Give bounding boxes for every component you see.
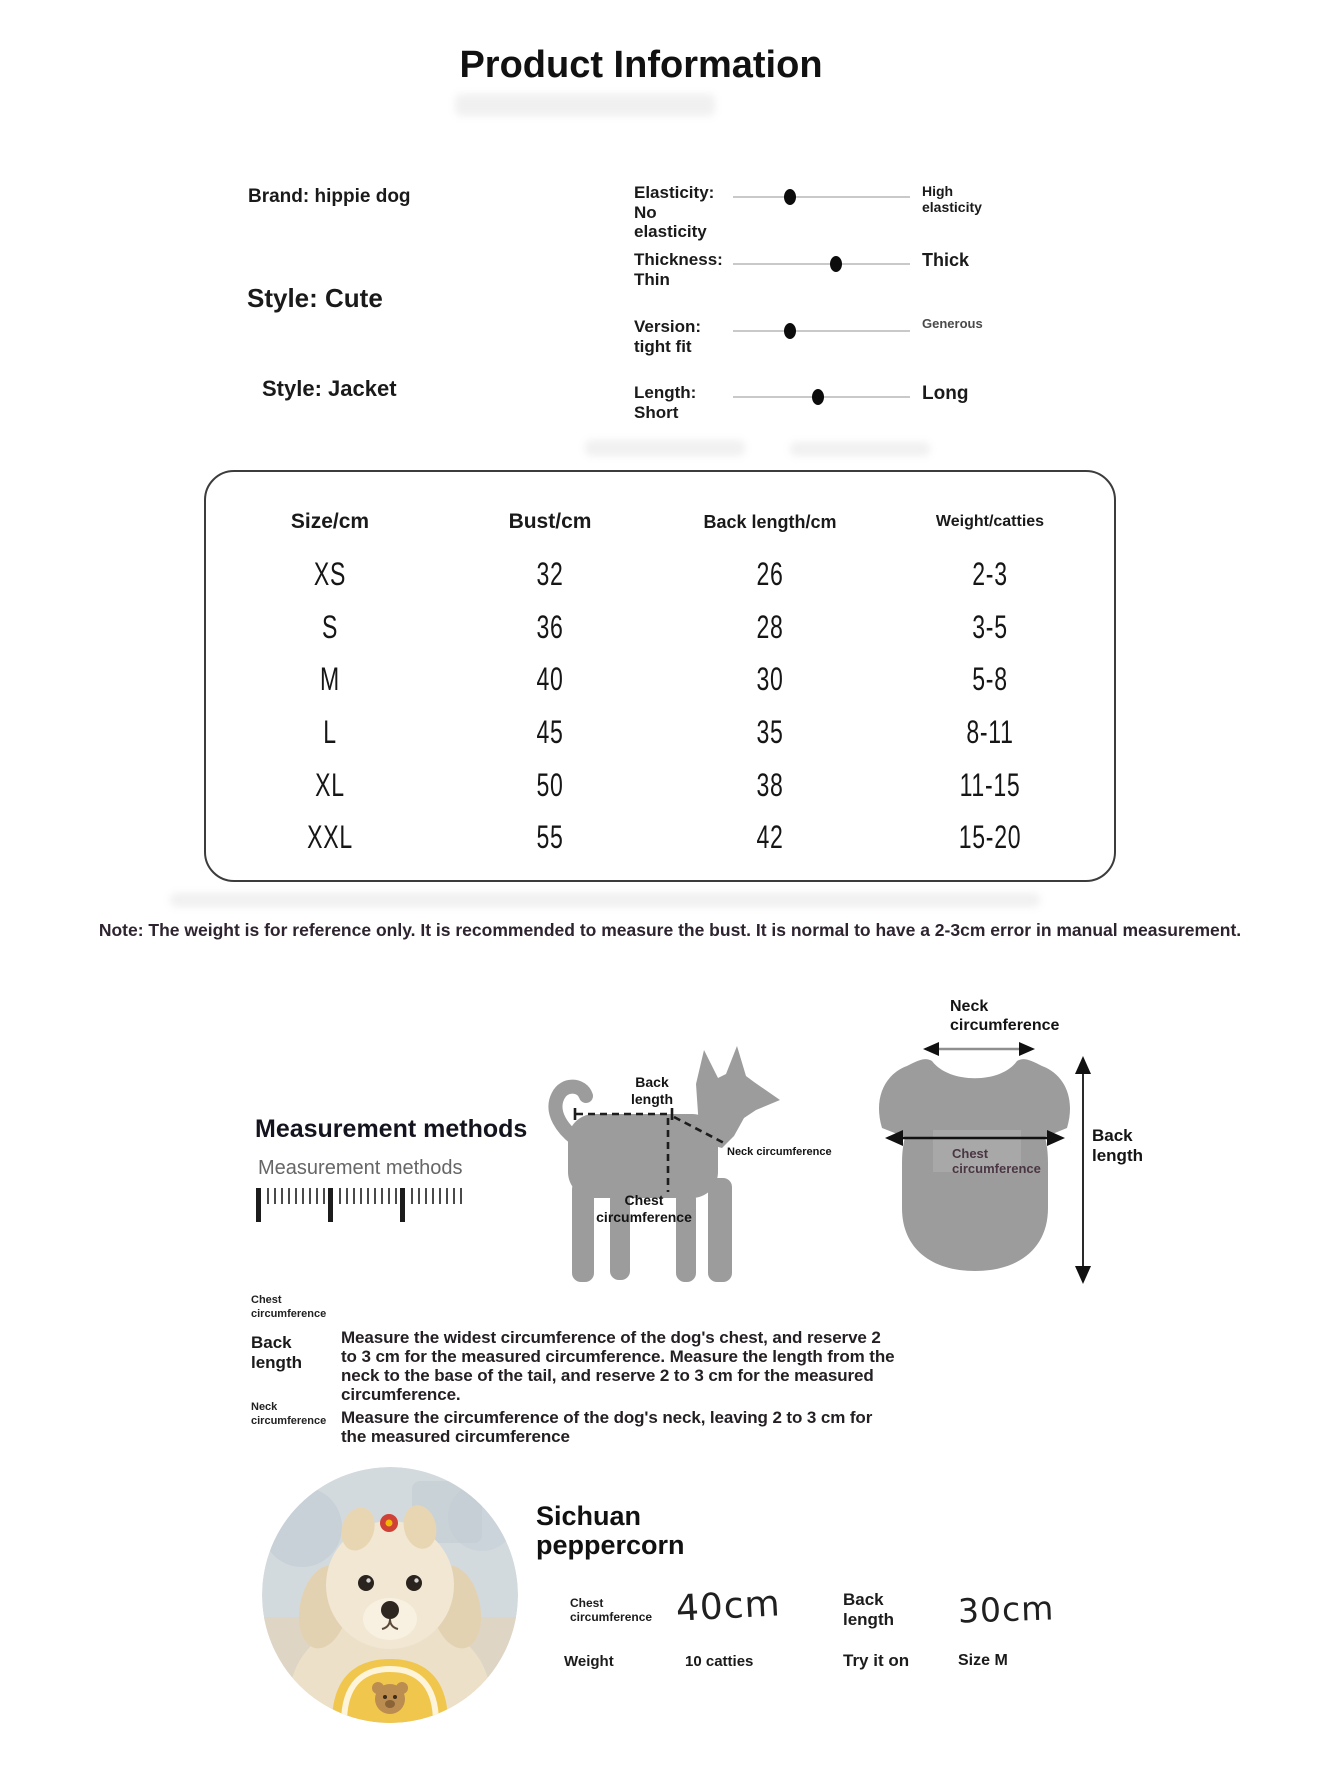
cell-bust: 50 [536,766,564,803]
column-header-bust: Bust/cm [508,510,592,533]
slider-right-label: Generous [922,316,983,331]
cell-size: XXL [307,819,353,856]
cell-weight: 3-5 [972,608,1008,645]
slider-right-label: Thick [922,250,970,270]
cell-back-length: 26 [756,555,784,592]
cell-weight: 8-11 [966,713,1014,750]
cell-bust: 55 [536,819,564,856]
slider-track [733,263,910,265]
cell-size: XS [313,555,347,592]
slider-right-label: Long [922,383,969,404]
cell-weight: 5-8 [972,661,1008,698]
slider-left-label: Version: tight fit [634,317,702,356]
slider-version [634,317,1154,367]
print-smudge [790,442,930,456]
slider-track [733,330,910,332]
slider-dot [830,256,842,272]
model-name: Sichuan peppercorn [536,1501,685,1561]
model-weight-label: Weight [564,1653,614,1670]
ruler-icon [256,1188,468,1226]
size-table [204,470,1116,882]
size-table-header-row [220,496,1100,548]
cell-back-length: 42 [756,819,784,856]
model-back-length-value: 30cm [957,1588,1055,1631]
garment-back-length-label: Back length [1092,1126,1143,1166]
garment-neck-circumference-label: Neck circumference [950,998,1060,1034]
model-back-length-label: Back length [843,1590,894,1630]
cell-bust: 32 [536,555,564,592]
cell-weight: 15-20 [958,819,1022,856]
cell-back-length: 28 [756,608,784,645]
cell-size: S [321,608,339,645]
cell-weight: 2-3 [972,555,1008,592]
slider-length [634,383,1154,433]
page-title: Product Information [459,44,823,86]
table-row [220,759,1100,812]
cell-size: M [320,661,340,698]
table-row [220,653,1100,706]
size-note: Note: The weight is for reference only. It is recommended to measure the bust. It is normal to have a 2-3cm error in manual measurement. [98,920,1242,940]
cell-bust: 40 [536,661,564,698]
print-smudge [455,94,715,116]
model-tryon-size-value: Size M [958,1652,1008,1669]
table-row [220,811,1100,864]
column-header-back-length: Back length/cm [703,511,837,532]
attribute-style-jacket: Style: Jacket [262,376,397,401]
attribute-brand: Brand: hippie dog [248,186,411,207]
dog-back-length-label: Back length [631,1074,673,1107]
slider-dot [812,389,824,405]
cell-bust: 36 [536,608,564,645]
model-chest-label: Chest circumference [570,1596,653,1625]
chest-back-measure-paragraph: Measure the widest circumference of the dog's chest, and reserve 2 to 3 cm for the measured circumference. Measure the length from the neck to the base of the tail, and reserve 2 to 3 cm for the measured circumference. [341,1328,895,1405]
slider-left-label: Thickness: Thin [634,250,723,289]
measurement-heading: Measurement methods [255,1115,528,1143]
print-smudge [585,440,745,456]
model-weight-value: 10 catties [685,1653,754,1670]
legend-chest-circumference: Chest circumference [251,1294,327,1320]
measurement-subheading: Measurement methods [258,1157,463,1179]
table-row [220,706,1100,759]
slider-thickness [634,250,1154,300]
slider-right-label: High elasticity [922,183,982,216]
cell-back-length: 38 [756,766,784,803]
print-smudge [170,893,1040,907]
cell-back-length: 30 [756,661,784,698]
cell-bust: 45 [536,713,564,750]
cell-size: L [323,713,337,750]
cell-back-length: 35 [756,713,784,750]
slider-dot [784,189,796,205]
back-length-arrow [1075,1056,1091,1284]
table-row [220,601,1100,654]
table-row [220,548,1100,601]
garment-chest-circumference-label: Chest circumference [952,1146,1041,1177]
dog-neck-circumference-label: Neck circumference [727,1146,832,1158]
column-header-size: Size/cm [290,510,370,533]
neck-arrow [923,1042,1035,1056]
cell-weight: 11-15 [959,766,1021,803]
attribute-style-cute: Style: Cute [247,283,383,313]
slider-dot [784,323,796,339]
model-chest-value: 40cm [674,1583,782,1630]
dog-chest-circumference-label: Chest circumference [596,1192,692,1225]
legend-back-length: Back length [251,1333,302,1372]
cell-size: XL [315,766,345,803]
slider-elasticity [634,183,1154,242]
slider-track [733,396,910,398]
slider-track [733,196,910,198]
legend-neck-circumference: Neck circumference [251,1401,327,1427]
neck-measure-paragraph: Measure the circumference of the dog's neck, leaving 2 to 3 cm for the measured circumference [341,1408,873,1447]
slider-left-label: Elasticity: No elasticity [634,183,715,242]
model-tryon-label: Try it on [843,1651,910,1670]
slider-left-label: Length: Short [634,383,697,422]
column-header-weight: Weight/catties [935,513,1045,530]
model-dog-photo [262,1467,518,1723]
